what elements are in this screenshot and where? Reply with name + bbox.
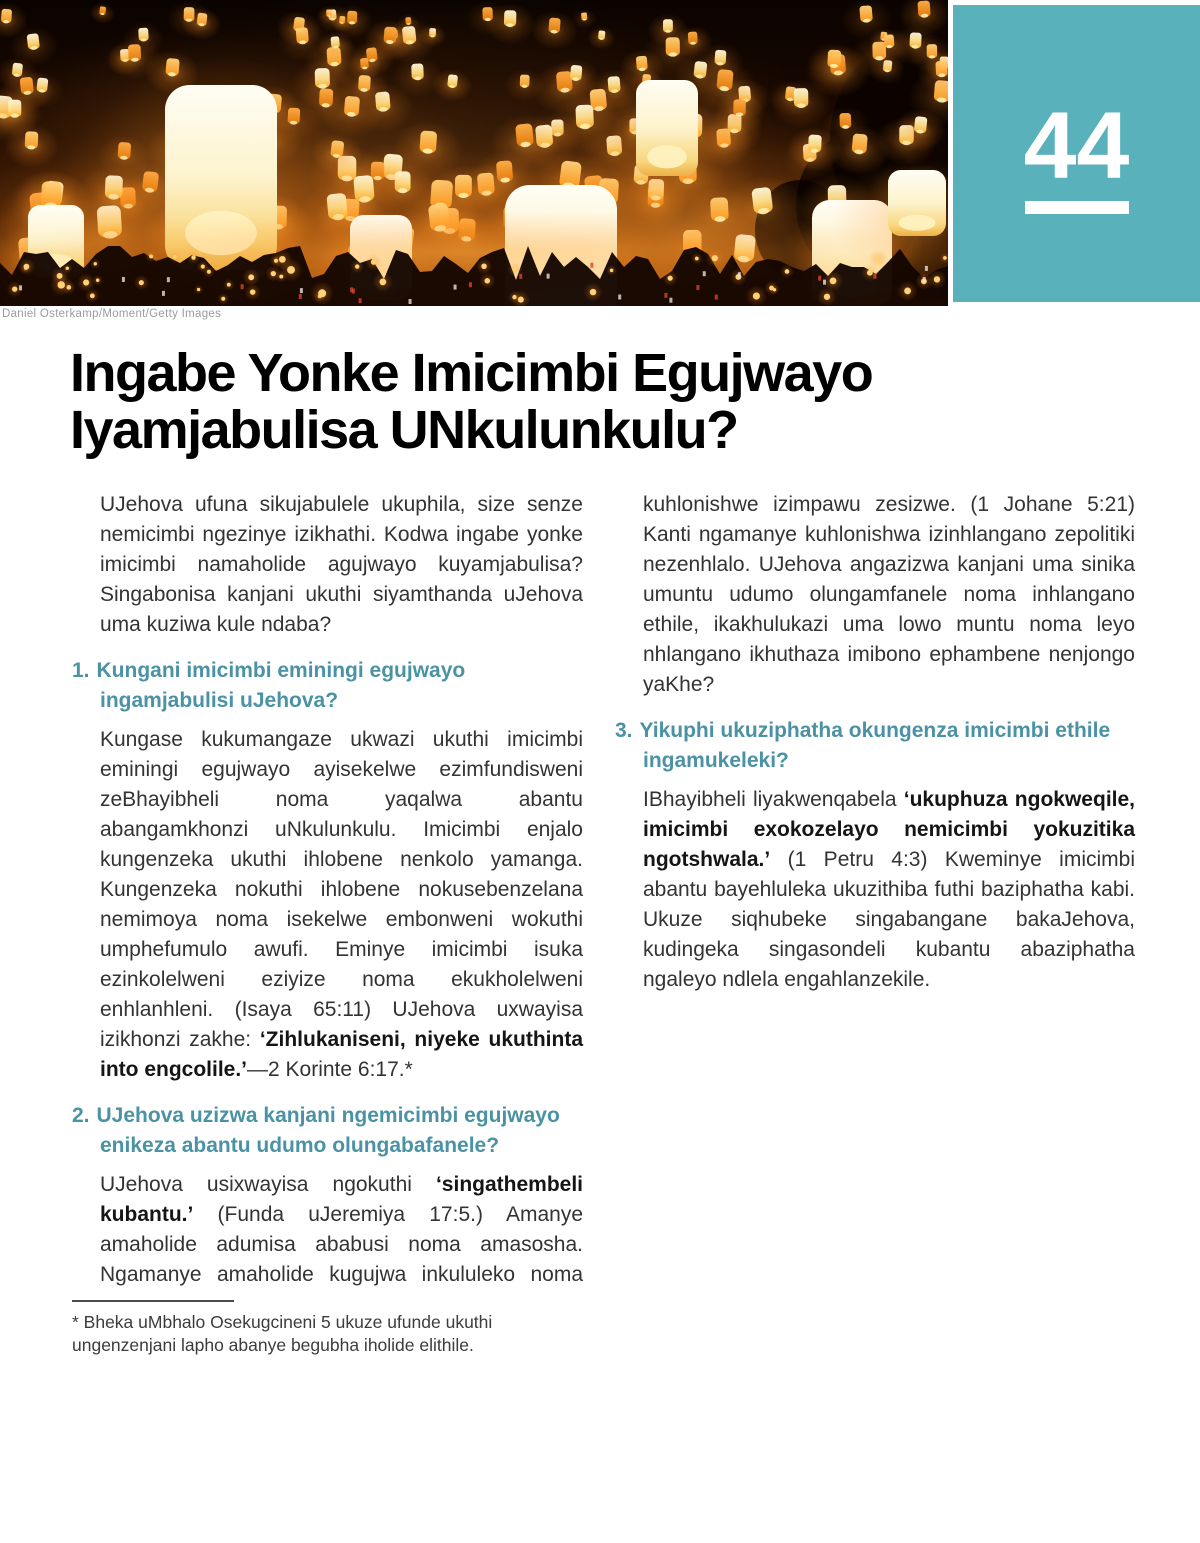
- question-2-heading: [72, 1101, 583, 1161]
- paragraph-3: IBhayibheli liyakwenqabela ‘ukuphuza ngokweqile, imicimbi exokozelayo nemicimbi yokuzitika ngotshwala.’ (1 Petru 4:3) Kweminye imicimbi abantu bayehluleka ukuzithiba futhi baziphatha kabi. Ukuze siqhubeke singabangane bakaJehova, kudingeka singasondeli kubantu abaziphatha ngaleyo ndlela engahlanzekile.: [643, 788, 1135, 991]
- paragraph-2-left-part: UJehova usixwayisa ngokuthi ‘singathembeli kubantu.’ (Funda uJeremiya 17:5.) Amanye amaholide adumisa ababusi noma amasosha. Ngamanye amaholide kugujwa inkululeko noma: [100, 1173, 583, 1286]
- question-1-number: 1.: [72, 659, 90, 682]
- question-2-number: 2.: [72, 1104, 90, 1127]
- lantern-festival-photo: [0, 0, 948, 306]
- question-3-number: 3.: [615, 719, 633, 742]
- column-left: [72, 490, 583, 1303]
- article-body: [72, 490, 1135, 1303]
- lesson-number: 44: [1023, 93, 1130, 199]
- question-1-text: Kungani imicimbi eminingi egujwayo ingamjabulisi uJehova?: [96, 659, 466, 712]
- intro-paragraph: UJehova ufuna sikujabulele ukuphila, size senze nemicimbi ngezinye izikhathi. Kodwa ingabe yonke imicimbi namaholide agujwayo kuyamjabulisa? Singabonisa kanjani ukuthi siyamthanda uJehova uma kuziwa kule ndaba?: [100, 493, 583, 636]
- paragraph-2-right-part: kuhlonishwe izimpawu zesizwe. (1 Johane 5:21) Kanti ngamanye kuhlonishwa izinhlangano zepolitiki nezenhlalo. UJehova angazizwa kanjani uma sinika umuntu udumo olungamfanele noma inhlangano ethile, ikakhulukazi uma lowo muntu noma leyo nhlangano ikhuthaza imibono ephambene nenjongo yaKhe?: [643, 493, 1135, 696]
- footnote: [72, 1300, 572, 1357]
- question-1-heading: [72, 656, 583, 716]
- lesson-number-underline: [1025, 201, 1129, 214]
- paragraph-1: Kungase kukumangaze ukwazi ukuthi imicimbi eminingi egujwayo ayisekelwe ezimfundisweni zeBhayibheli noma yaqalwa abantu abangamkhonzi uNkulunkulu. Imicimbi enjalo kungenzeka ukuthi ihlobene nenkolo yamanga. Kungenzeka nokuthi ihlobene nokusebenzelana nemimoya noma isekelwe embonweni wokuthi umphefumulo awufi. Eminye imicimbi isuka ezinkolelweni eziyize noma ekukholelweni enhlanhleni. (Isaya 65:11) UJehova uxwayisa izikhonzi zakhe: ‘Zihlukaniseni, niyeke ukuthinta into engcolile.’—2 Korinte 6:17.*: [100, 728, 584, 1081]
- footnote-text: * Bheka uMbhalo Osekugcineni 5 ukuze ufunde ukuthi ungenzenjani lapho abanye begubha iholide elithile.: [72, 1312, 493, 1355]
- question-3-text: Yikuphi ukuziphatha okungenza imicimbi ethile ingamukeleki?: [639, 719, 1111, 772]
- page-title: Ingabe Yonke Imicimbi Egujwayo Iyamjabulisa UNkulunkulu?: [70, 343, 873, 460]
- footnote-divider: [72, 1300, 234, 1302]
- column-right: [615, 490, 1135, 1303]
- lesson-number-box: [953, 5, 1200, 302]
- question-2-text: UJehova uzizwa kanjani ngemicimbi egujwayo enikeza abantu udumo olungabafanele?: [96, 1104, 560, 1157]
- question-3-heading: [615, 716, 1135, 776]
- lantern-festival-illustration: [0, 0, 948, 306]
- photo-credit: Daniel Osterkamp/Moment/Getty Images: [2, 308, 222, 320]
